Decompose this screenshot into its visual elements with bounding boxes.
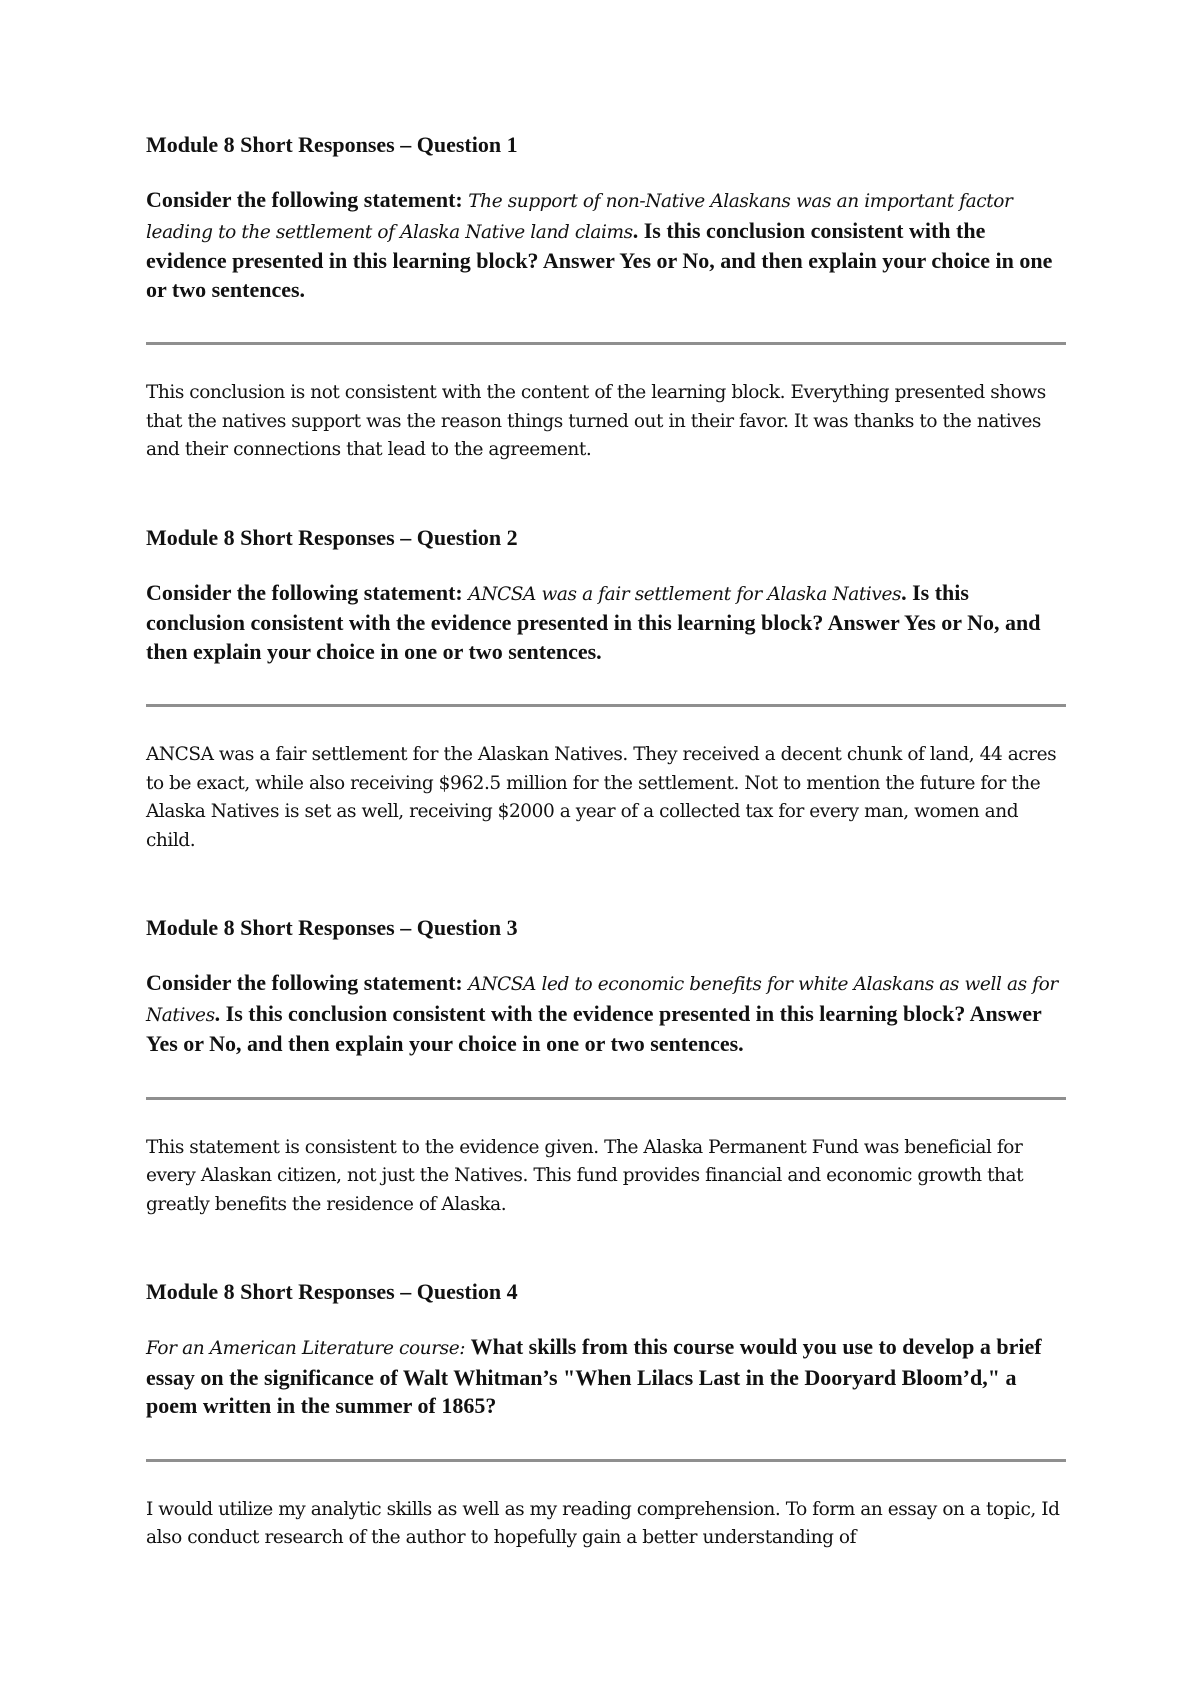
question-2-block	[146, 523, 1066, 856]
question-2-answer: ANCSA was a fair settlement for the Alaskan Natives. They received a decent chunk of land, 44 acres to be exact, while also receiving $962.5 million for the settlement. Not to mention the future for the Alaska Natives is set as well, receiving $2000 a year of a collected tax for every man, women and child.	[146, 744, 1057, 851]
answer-divider	[146, 342, 1066, 345]
question-3-answer: This statement is consistent to the evidence given. The Alaska Permanent Fund was beneficial for every Alaskan citizen, not just the Natives. This fund provides financial and economic growth that greatly benefits the residence of Alaska.	[146, 1136, 1024, 1215]
question-2-prompt	[146, 579, 1066, 667]
question-1-block	[146, 130, 1066, 465]
document-page	[146, 130, 1066, 1553]
question-1-prompt-lead: Consider the following statement:	[146, 187, 469, 212]
question-2-title: Module 8 Short Responses – Question 2	[146, 524, 518, 550]
question-4-title: Module 8 Short Responses – Question 4	[146, 1279, 518, 1304]
question-3-prompt-lead: Consider the following statement:	[146, 970, 469, 995]
question-3-title: Module 8 Short Responses – Question 3	[146, 915, 518, 940]
question-3-prompt	[146, 969, 1066, 1059]
question-2-prompt-tail: . Is this conclusion consistent with the evidence presented in this learning block? Answer Yes or No, and then explain your choice in one or two sentences.	[146, 579, 1041, 664]
answer-divider	[146, 1097, 1066, 1100]
answer-divider	[146, 1459, 1066, 1462]
question-1-prompt-tail: . Is this conclusion consistent with the evidence presented in this learning block? Answer Yes or No, and then explain your choice in one or two sentences.	[146, 217, 1053, 302]
question-2-statement: ANCSA was a fair settlement for Alaska Natives	[468, 583, 902, 605]
question-1-statement: The support of non-Native Alaskans was an important factor leading to the settlement of Alaska Native land claims	[146, 191, 1013, 243]
question-4-answer: I would utilize my analytic skills as well as my reading comprehension. To form an essay on a topic, Id also conduct research of the author to hopefully gain a better understanding of	[146, 1498, 1060, 1548]
question-4-prompt	[146, 1333, 1066, 1421]
question-4-block	[146, 1277, 1066, 1553]
question-3-prompt-tail: . Is this conclusion consistent with the evidence presented in this learning block? Answer Yes or No, and then explain your choice in one or two sentences.	[146, 1000, 1042, 1056]
answer-divider	[146, 704, 1066, 707]
question-3-block	[146, 913, 1066, 1219]
question-3-statement: ANCSA led to economic benefits for white Alaskans as well as for Natives	[146, 974, 1058, 1026]
question-1-title: Module 8 Short Responses – Question 1	[146, 132, 518, 157]
question-1-answer: This conclusion is not consistent with the content of the learning block. Everything presented shows that the natives support was the reason things turned out in their favor. It was thanks to the natives and their connections that lead to the agreement.	[146, 382, 1046, 460]
question-1-prompt	[146, 186, 1066, 304]
question-4-prompt-tail: What skills from this course would you use to develop a brief essay on the significance of Walt Whitman’s "When Lilacs Last in the Dooryard Bloom’d," a poem written in the summer of 1865?	[146, 1334, 1042, 1418]
question-2-prompt-lead: Consider the following statement:	[146, 579, 469, 605]
question-4-statement: For an American Literature course:	[146, 1338, 471, 1359]
